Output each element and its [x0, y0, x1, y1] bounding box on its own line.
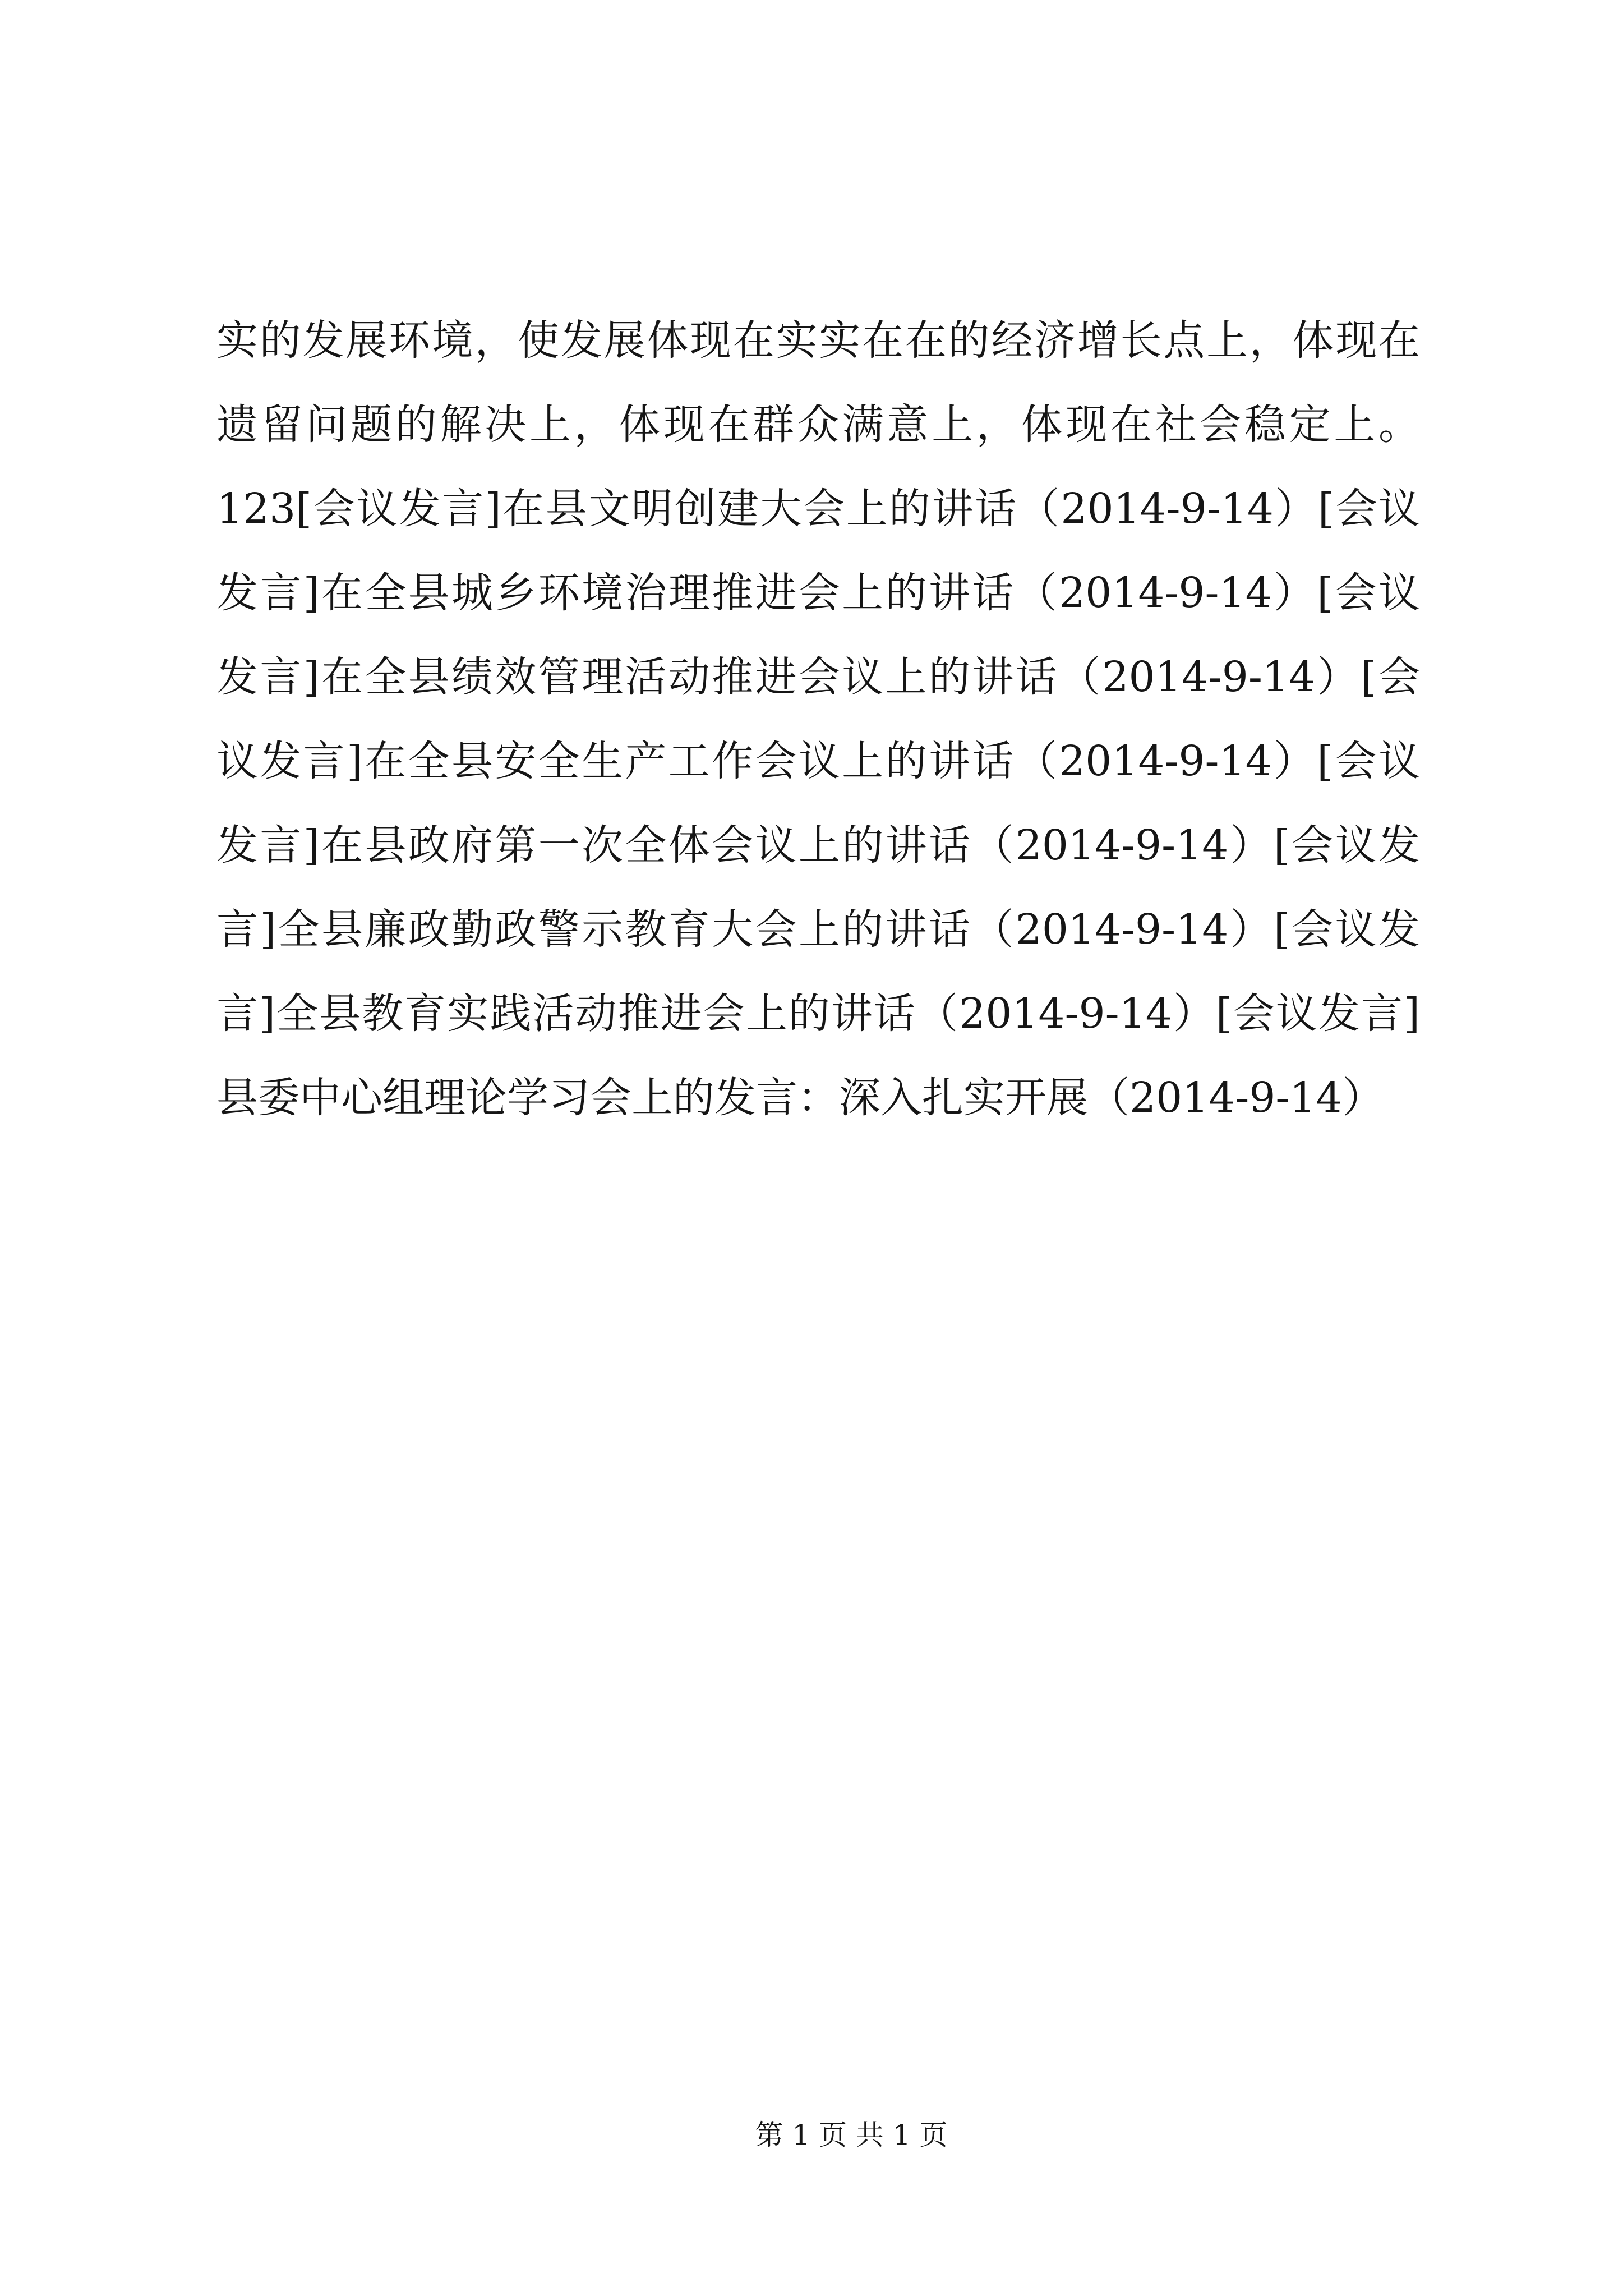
body-text-line: 县委中心组理论学习会上的发言：深入扎实开展（2014-9-14） — [216, 1074, 1384, 1122]
page-footer: 第 1 页 共 1 页 — [755, 2119, 948, 2151]
body-text-line: 发言]在全县城乡环境治理推进会上的讲话（2014-9-14）[会议 — [216, 569, 1420, 617]
body-text-line: 遗留问题的解决上，体现在群众满意上，体现在社会稳定上。 — [216, 401, 1420, 449]
body-text-line: 议发言]在全县安全生产工作会议上的讲话（2014-9-14）[会议 — [216, 737, 1420, 785]
body-text — [216, 298, 1420, 1140]
body-text-line: 123[会议发言]在县文明创建大会上的讲话（2014-9-14）[会议 — [216, 485, 1420, 533]
body-text-line: 言]全县廉政勤政警示教育大会上的讲话（2014-9-14）[会议发 — [216, 905, 1420, 954]
body-text-line: 发言]在全县绩效管理活动推进会议上的讲话（2014-9-14）[会 — [216, 653, 1420, 701]
body-text-line: 发言]在县政府第一次全体会议上的讲话（2014-9-14）[会议发 — [216, 821, 1420, 869]
body-text-line: 言]全县教育实践活动推进会上的讲话（2014-9-14）[会议发言] — [216, 990, 1420, 1038]
body-text-line: 实的发展环境，使发展体现在实实在在的经济增长点上，体现在 — [216, 316, 1420, 365]
